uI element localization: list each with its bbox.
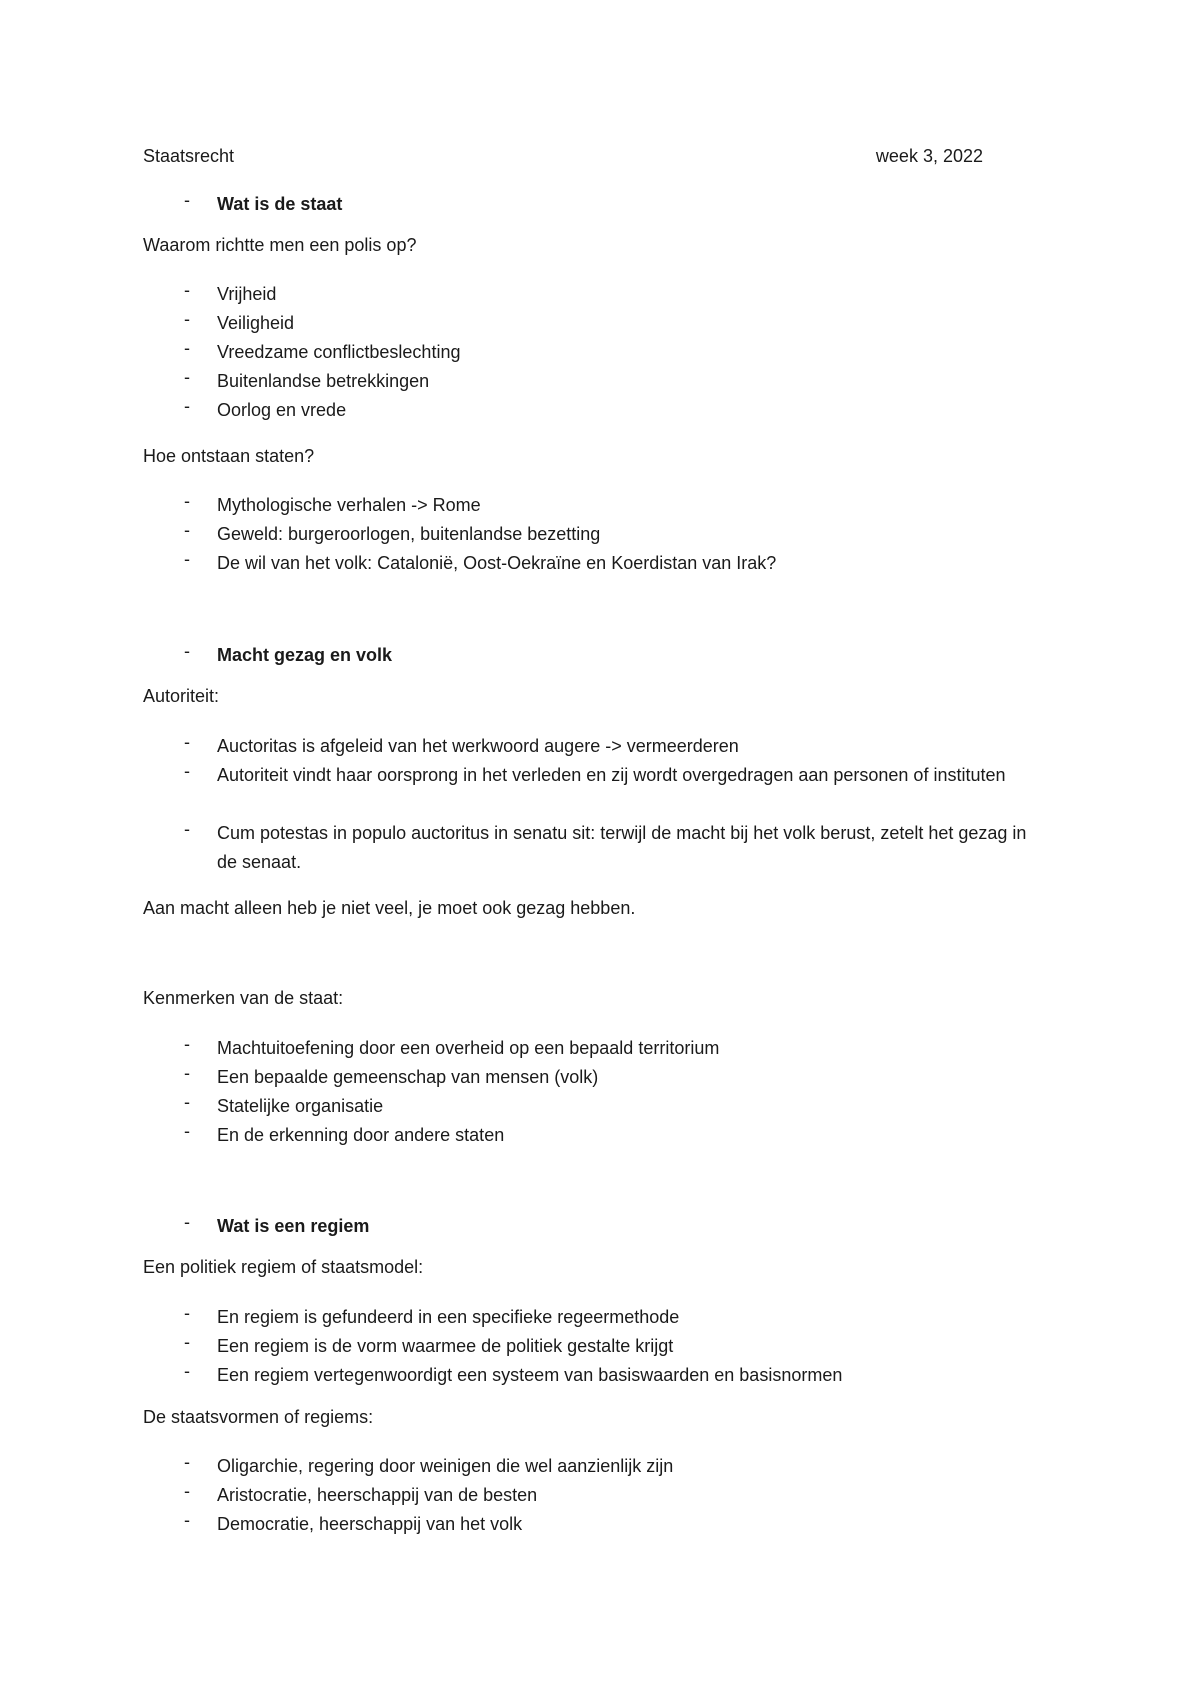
question-autoriteit: Autoriteit: — [143, 686, 220, 706]
paragraph-macht: Aan macht alleen heb je niet veel, je moet ook gezag hebben. — [143, 898, 636, 918]
course-title: Staatsrecht — [143, 146, 235, 166]
question-kenmerken: Kenmerken van de staat: — [143, 988, 344, 1008]
question-regiem: Een politiek regiem of staatsmodel: — [143, 1257, 424, 1277]
week-label: week 3, 2022 — [875, 146, 983, 166]
question-staten: Hoe ontstaan staten? — [143, 446, 315, 466]
page-header — [143, 146, 983, 170]
question-polis: Waarom richtte men een polis op? — [143, 235, 417, 255]
question-staatsvormen: De staatsvormen of regiems: — [143, 1407, 374, 1427]
